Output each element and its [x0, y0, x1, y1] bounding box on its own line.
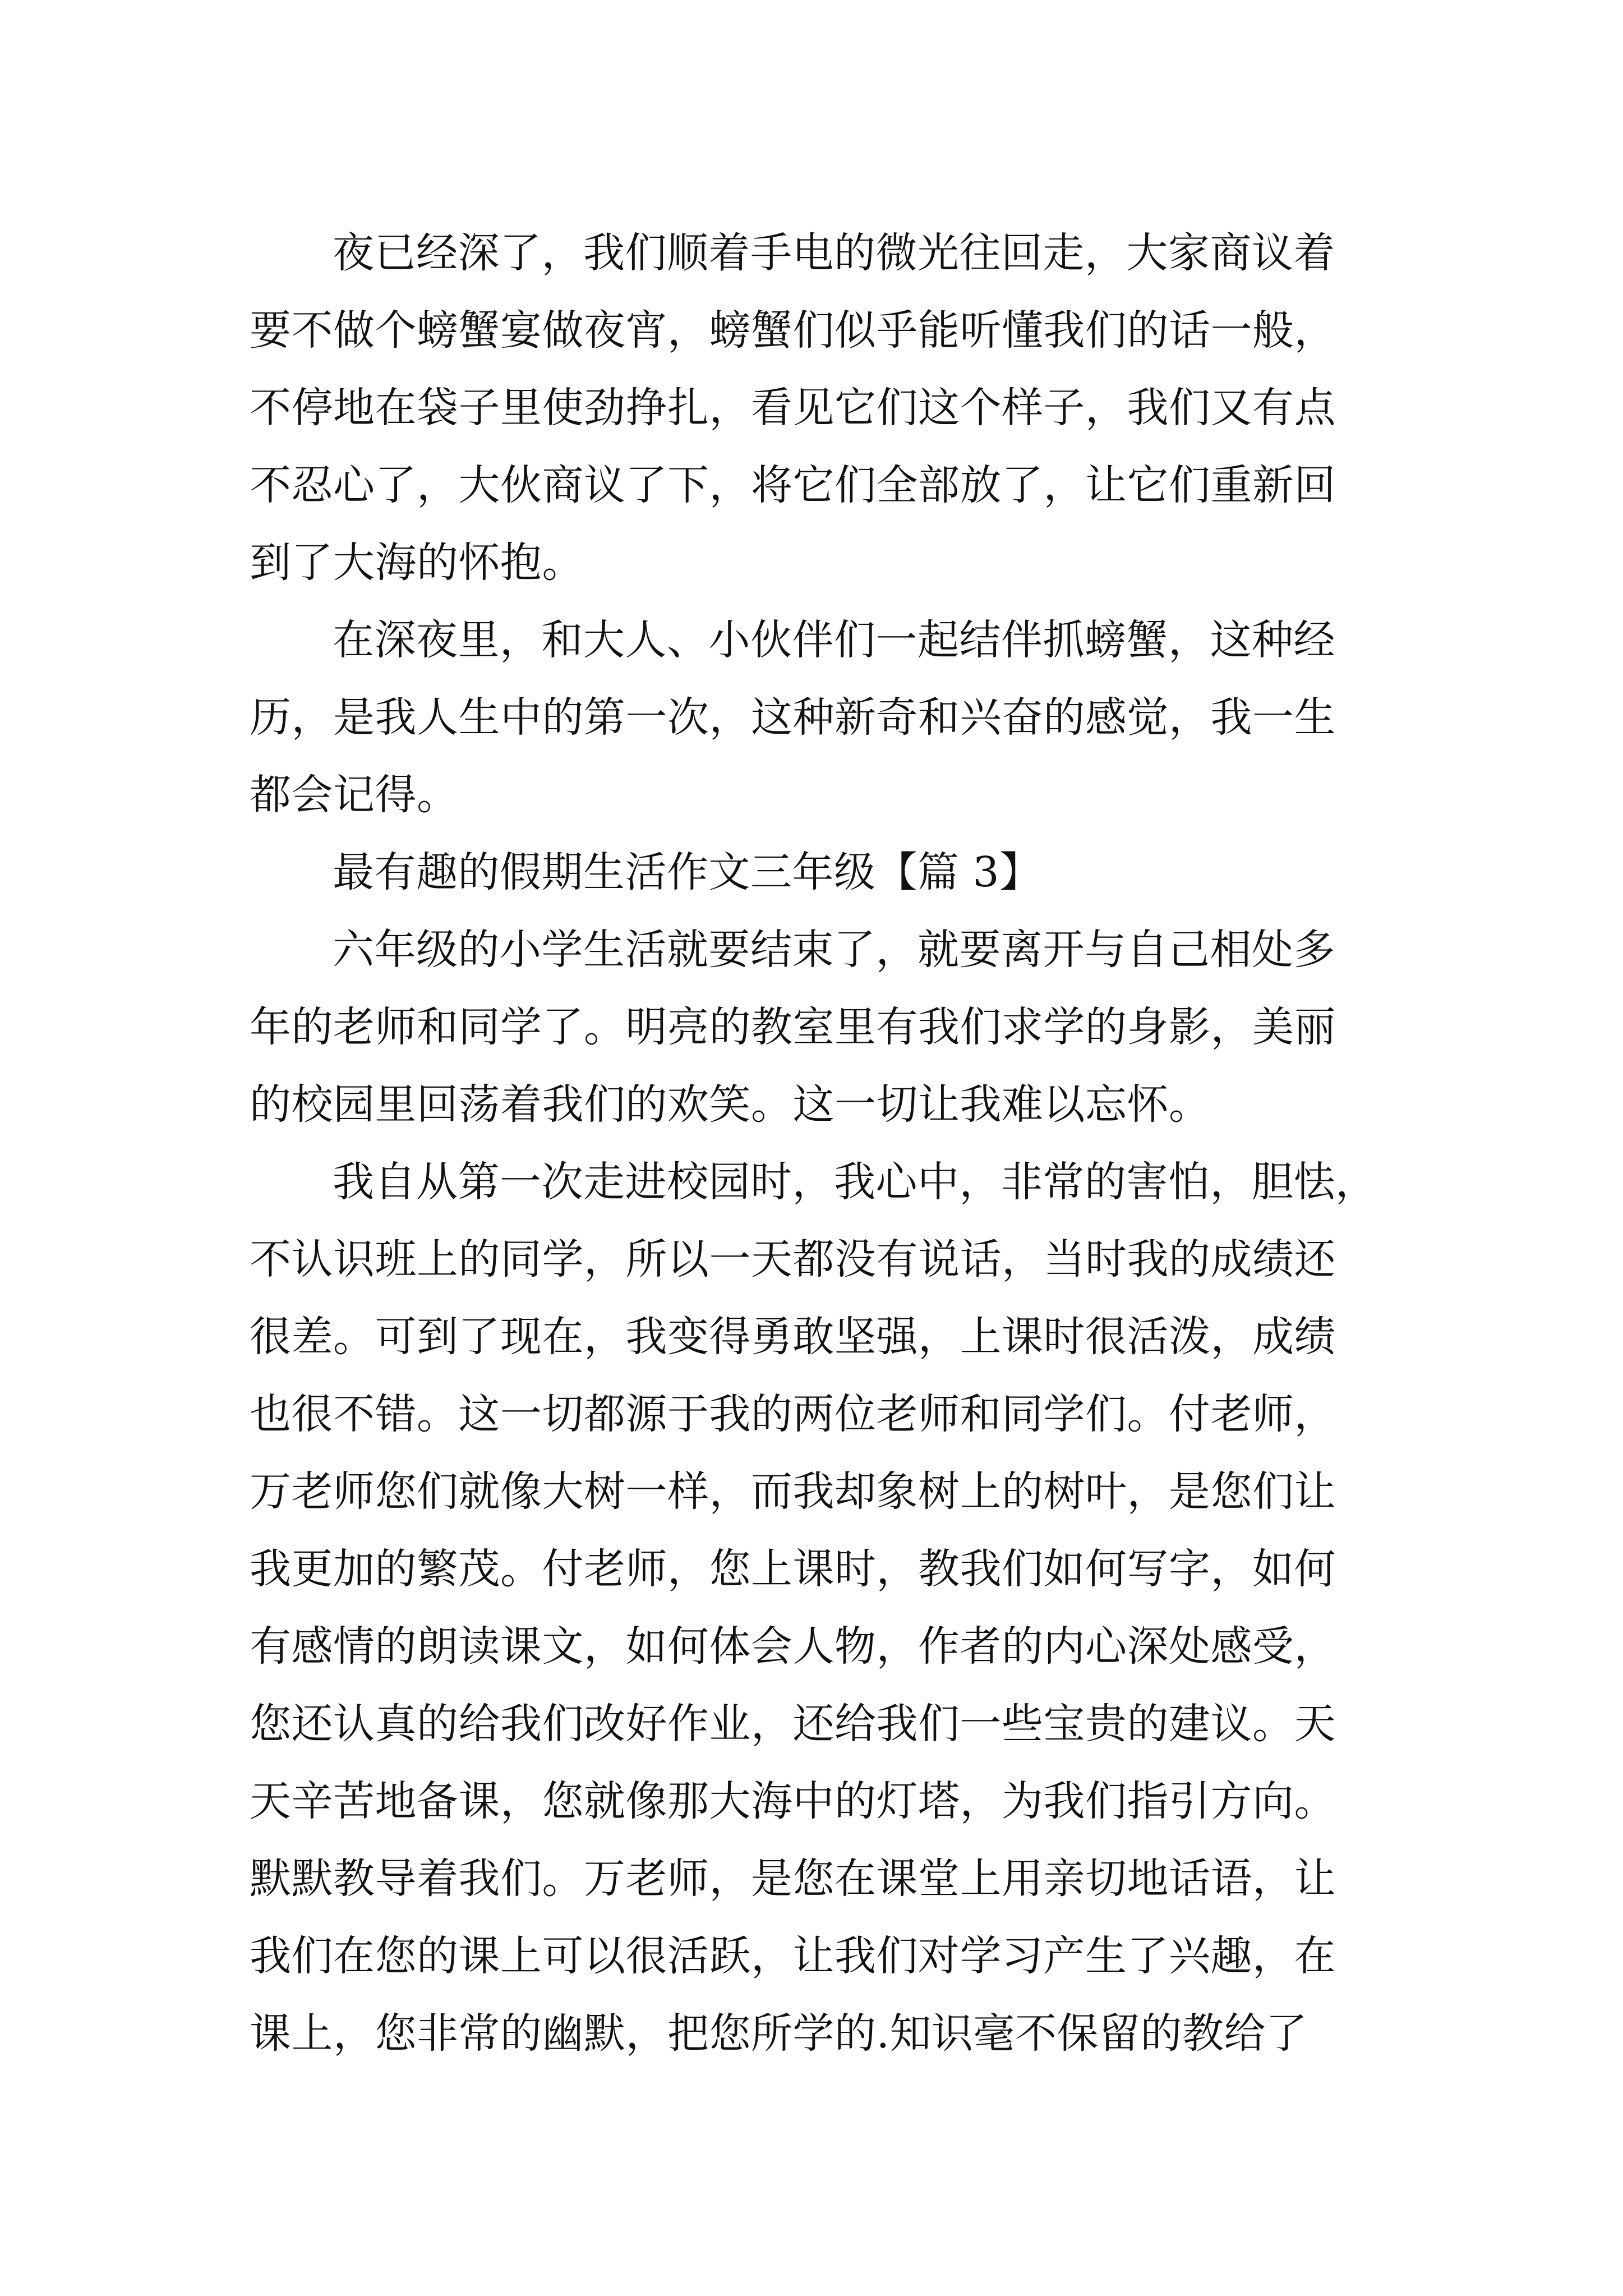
- text-line: 课上，您非常的幽默，把您所学的.知识毫不保留的教给了: [250, 2009, 1308, 2058]
- text-line: 到了大海的怀抱。: [250, 539, 584, 587]
- text-line: 要不做个螃蟹宴做夜宵，螃蟹们似乎能听懂我们的话一般，: [250, 306, 1336, 355]
- text-line: 不停地在袋子里使劲挣扎，看见它们这个样子，我们又有点: [250, 384, 1336, 432]
- text-line: 也很不错。这一切都源于我的两位老师和同学们。付老师，: [250, 1390, 1336, 1438]
- text-line: 历，是我人生中的第一次，这种新奇和兴奋的感觉，我一生: [250, 693, 1336, 742]
- text-line: 默默教导着我们。万老师，是您在课堂上用亲切地话语，让: [250, 1855, 1336, 1903]
- text-line: 六年级的小学生活就要结束了，就要离开与自己相处多: [333, 926, 1335, 974]
- text-line: 年的老师和同学了。明亮的教室里有我们求学的身影，美丽: [250, 1003, 1336, 1051]
- text-line: 我们在您的课上可以很活跃，让我们对学习产生了兴趣，在: [250, 1932, 1336, 1980]
- text-line: 您还认真的给我们改好作业，还给我们一些宝贵的建议。天: [250, 1700, 1336, 1748]
- text-line: 不认识班上的同学，所以一天都没有说话，当时我的成绩还: [250, 1235, 1336, 1283]
- section-heading: 最有趣的假期生活作文三年级【篇 3】: [333, 848, 1041, 896]
- text-line: 不忍心了，大伙商议了下，将它们全部放了，让它们重新回: [250, 461, 1336, 509]
- text-line: 有感情的朗读课文，如何体会人物，作者的内心深处感受，: [250, 1622, 1336, 1671]
- text-line: 夜已经深了，我们顺着手电的微光往回走，大家商议着: [333, 229, 1335, 277]
- text-line: 的校园里回荡着我们的欢笑。这一切让我难以忘怀。: [250, 1080, 1211, 1129]
- text-line: 在深夜里，和大人、小伙伴们一起结伴抓螃蟹，这种经: [333, 616, 1335, 664]
- text-line: 天辛苦地备课，您就像那大海中的灯塔，为我们指引方向。: [250, 1777, 1336, 1825]
- text-line: 我更加的繁茂。付老师，您上课时，教我们如何写字，如何: [250, 1545, 1336, 1593]
- text-line: 我自从第一次走进校园时，我心中，非常的害怕，胆怯，: [333, 1158, 1377, 1206]
- text-line: 都会记得。: [250, 771, 459, 819]
- text-line: 万老师您们就像大树一样，而我却象树上的树叶，是您们让: [250, 1467, 1336, 1516]
- text-line: 很差。可到了现在，我变得勇敢坚强，上课时很活泼，成绩: [250, 1313, 1336, 1361]
- document-body: [250, 214, 1394, 2072]
